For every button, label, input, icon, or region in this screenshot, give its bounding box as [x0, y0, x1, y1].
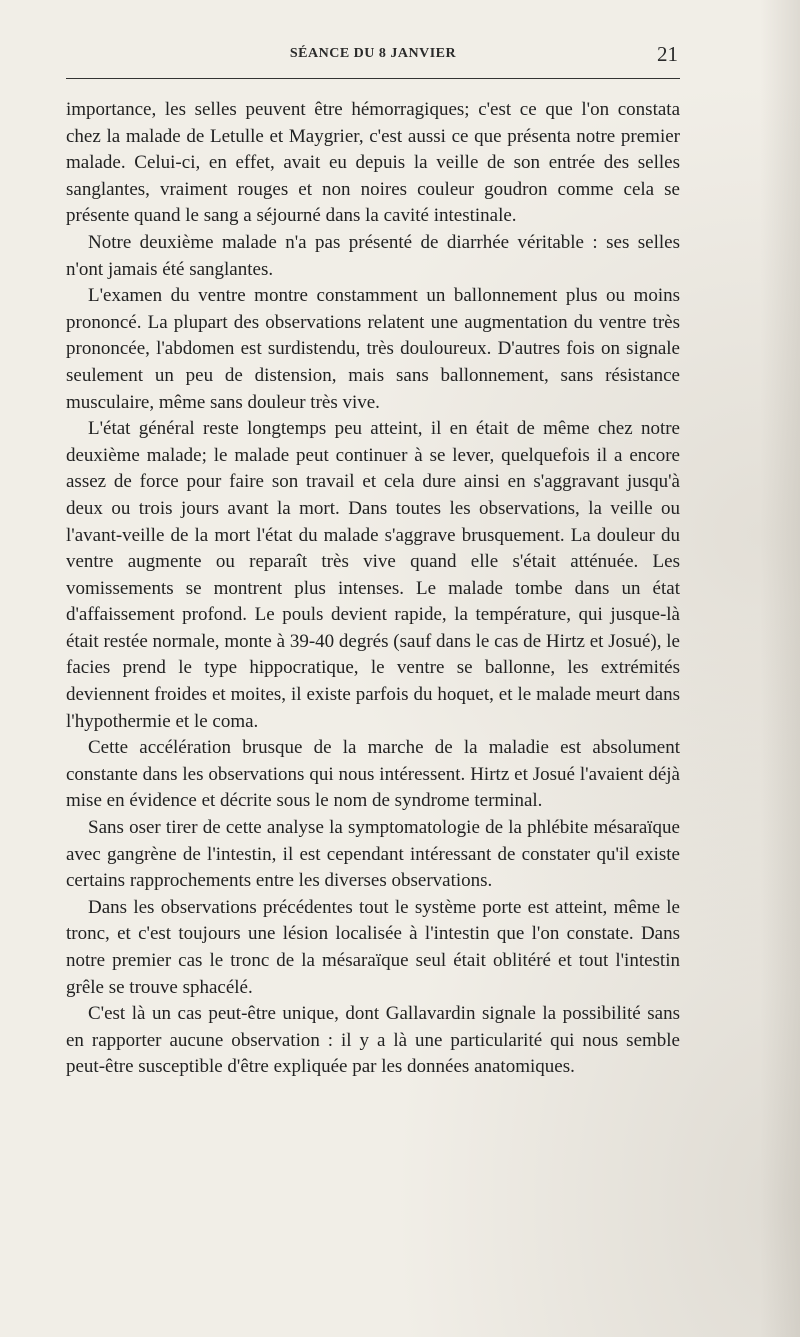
paragraph: Notre deuxième malade n'a pas présenté de diarrhée véritable : ses selles n'ont jamais été sanglantes. [66, 231, 680, 280]
paragraph: Cette accélération brusque de la marche de la maladie est absolument constante dans les observations qui nous intéressent. Hirtz et Josué l'avaient déjà mise en évidence et décrite sous le nom de syndrome terminal. [66, 737, 680, 812]
running-title: SÉANCE DU 8 JANVIER [289, 46, 457, 61]
paragraph: L'examen du ventre montre constamment un ballonnement plus ou moins prononcé. La plupart des observations relatent une augmentation du ventre très prononcée, l'abdomen est surdistendu, très douloureux. D'autres fois on signale seulement un peu de distension, mais sans ballonnement, sans résistance musculaire, même sans douleur très vive. [66, 285, 680, 413]
page-header [66, 42, 680, 70]
paragraph: Sans oser tirer de cette analyse la symptomatologie de la phlébite mésaraïque avec gangrène de l'intestin, il est cependant intéressant de constater qu'il existe certains rapprochements entre les diverses observations. [66, 817, 680, 892]
page-number: 21 [657, 42, 678, 66]
page-edge-stain [760, 0, 800, 1337]
paragraph: L'état général reste longtemps peu atteint, il en était de même chez notre deuxième malade; le malade peut continuer à se lever, quelquefois il a encore assez de force pour faire son travail et cela dure ainsi en s'aggravant jusqu'à deux ou trois jours avant la mort. Dans toutes les observations, la veille ou l'avant-veille de la mort l'état du malade s'aggrave brusquement. La douleur du ventre augmente ou reparaît très vive quand elle s'était atténuée. Les vomissements se montrent plus intenses. Le malade tombe dans un état d'affaissement profond. Le pouls devient rapide, la température, qui jusque-là était restée normale, monte à 39-40 degrés (sauf dans le cas de Hirtz et Josué), le facies prend le type hippocratique, le ventre se ballonne, les extrémités deviennent froides et moites, il existe parfois du hoquet, et le malade meurt dans l'hypothermie et le coma. [66, 418, 680, 732]
header-rule [66, 78, 680, 79]
paragraph: Dans les observations précédentes tout le système porte est atteint, même le tronc, et c'est toujours une lésion localisée à l'intestin que l'on constate. Dans notre premier cas le tronc de la mésaraïque seul était oblitéré et tout l'intestin grêle se trouve sphacélé. [66, 896, 680, 998]
body-text [66, 97, 680, 1081]
paragraph: importance, les selles peuvent être hémorragiques; c'est ce que l'on constata chez la malade de Letulle et Maygrier, c'est aussi ce que présenta notre premier malade. Celui-ci, en effet, avait eu depuis la veille de son entrée des selles sanglantes, vraiment rouges et non noires couleur goudron comme cela se présente quand le sang a séjourné dans la cavité intestinale. [66, 99, 680, 227]
paragraph: C'est là un cas peut-être unique, dont Gallavardin signale la possibilité sans en rapporter aucune observation : il y a là une particularité qui nous semble peut-être susceptible d'être expliquée par les données anatomiques. [66, 1003, 680, 1078]
